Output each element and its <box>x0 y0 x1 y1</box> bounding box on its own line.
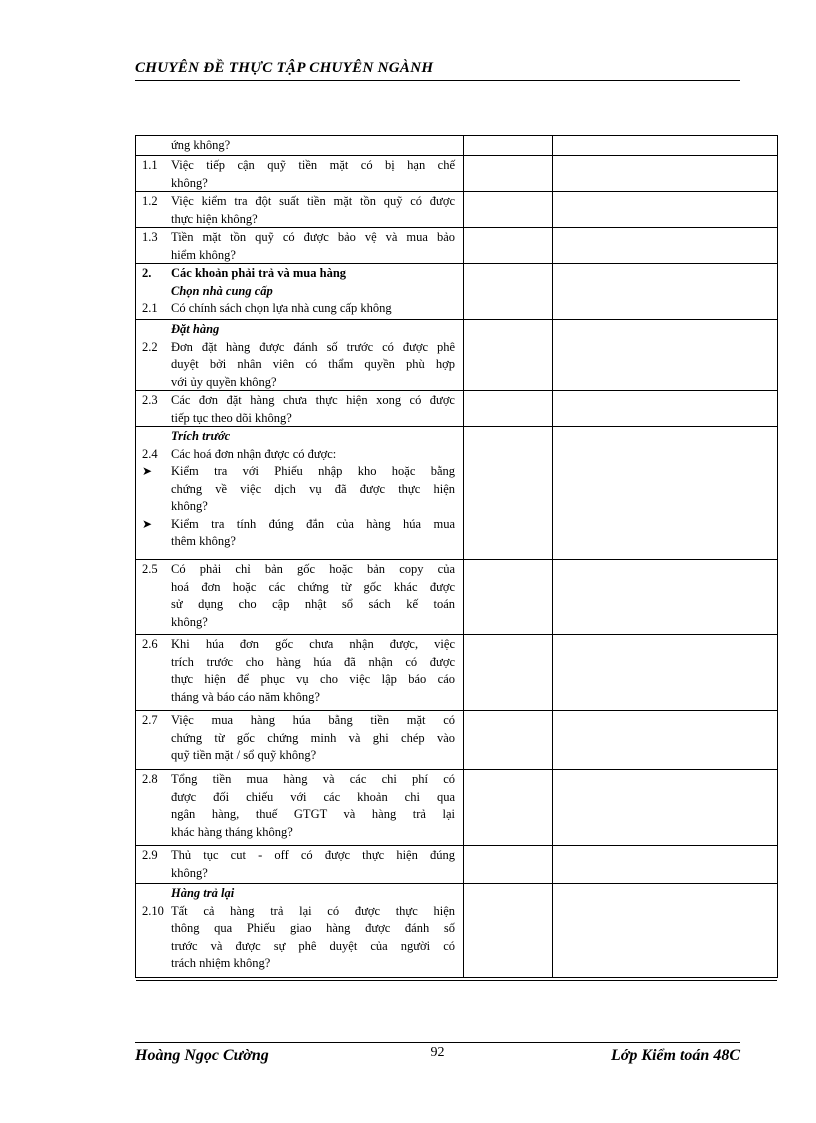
table-row <box>136 634 777 711</box>
item-number <box>136 356 171 374</box>
table-row <box>136 263 777 320</box>
question-cell <box>136 193 461 228</box>
question-line <box>136 137 461 155</box>
section-subheading: Đặt hàng <box>171 322 220 336</box>
question-cell <box>136 561 461 631</box>
question-line <box>136 498 461 516</box>
question-line <box>136 654 461 672</box>
question-line <box>136 446 461 464</box>
item-number <box>136 865 171 883</box>
table-row <box>136 136 777 155</box>
question-text: Việc tiếp cận quỹ tiền mặt có bị hạn chế <box>171 158 455 172</box>
item-number <box>136 498 171 516</box>
arrow-bullet-icon: ➤ <box>142 464 153 478</box>
item-number <box>136 614 171 632</box>
question-line <box>136 636 461 654</box>
question-line <box>136 300 461 318</box>
question-line <box>136 920 461 938</box>
table-row <box>136 227 777 264</box>
item-number <box>136 533 171 551</box>
item-number: 1.1 <box>142 158 158 172</box>
question-line <box>136 747 461 765</box>
question-cell <box>136 712 461 765</box>
question-text: Các hoá đơn nhận được có được: <box>171 446 337 461</box>
question-line <box>136 614 461 632</box>
question-line <box>136 321 461 339</box>
question-text: Khi húa đơn gốc chưa nhận được, việc <box>171 637 455 651</box>
item-number: 2.2 <box>142 339 158 354</box>
item-number <box>136 481 171 499</box>
table-row <box>136 155 777 192</box>
question-line <box>136 938 461 956</box>
question-text: được đối chiếu với các khoản chi qua <box>171 789 455 804</box>
question-line <box>136 229 461 247</box>
item-number: 2.3 <box>142 393 158 407</box>
item-number <box>136 938 171 956</box>
item-number <box>136 689 171 707</box>
item-number: 2.10 <box>142 903 164 918</box>
item-number <box>136 175 171 193</box>
question-text: ngân hàng, thuế GTGT và hàng trả lại <box>171 807 455 821</box>
question-text: chứng từ gốc chứng minh và ghi chép vào <box>171 730 455 745</box>
item-number <box>136 283 171 301</box>
item-number: 2.5 <box>142 562 158 576</box>
item-number <box>136 920 171 938</box>
item-number <box>136 211 171 229</box>
question-text: Tổng tiền mua hàng và các chi phí có <box>171 772 455 786</box>
question-line <box>136 211 461 229</box>
question-cell <box>136 321 461 391</box>
question-line <box>136 561 461 579</box>
question-text: Tiền mặt tồn quỹ có được bảo vệ và mua bảo <box>171 230 455 244</box>
item-number: 2.8 <box>142 772 158 786</box>
question-text: không? <box>171 499 208 513</box>
question-line <box>136 885 461 903</box>
item-number <box>136 654 171 672</box>
footer-author: Hoàng Ngọc Cường <box>135 1047 269 1064</box>
item-number <box>136 806 171 824</box>
question-text: Có phải chỉ bản gốc hoặc bản copy của <box>171 562 455 576</box>
section-heading: Các khoản phải trả và mua hàng <box>171 266 347 280</box>
table-row <box>136 426 777 560</box>
question-line <box>136 516 461 534</box>
item-number: 2.6 <box>142 637 158 651</box>
table-row <box>136 769 777 846</box>
page-number: 92 <box>430 1045 445 1060</box>
item-number <box>136 374 171 392</box>
table-row <box>136 845 777 884</box>
question-cell <box>136 137 461 155</box>
question-line <box>136 392 461 410</box>
question-text: không? <box>171 865 208 880</box>
page-footer <box>135 1042 740 1069</box>
item-number <box>136 885 171 903</box>
table-row <box>136 710 777 770</box>
section-subheading: Chọn nhà cung cấp <box>171 283 273 298</box>
table-row <box>136 883 777 978</box>
item-number <box>136 596 171 614</box>
item-number <box>136 247 171 265</box>
table-row <box>136 559 777 635</box>
item-number <box>136 410 171 428</box>
question-line <box>136 824 461 842</box>
question-line <box>136 771 461 789</box>
item-number <box>136 321 171 339</box>
question-text: Thủ tục cut - off có được thực hiện đúng <box>171 848 455 862</box>
item-number <box>136 671 171 689</box>
item-number <box>136 955 171 973</box>
question-text: Việc mua hàng húa bằng tiền mặt có <box>171 713 455 727</box>
question-line <box>136 463 461 481</box>
item-number: 1.2 <box>142 194 158 208</box>
question-line <box>136 356 461 374</box>
question-text: hiểm không? <box>171 247 236 262</box>
question-line <box>136 481 461 499</box>
question-text: không? <box>171 614 208 629</box>
question-line <box>136 410 461 428</box>
question-line <box>136 730 461 748</box>
question-line <box>136 157 461 175</box>
question-line <box>136 789 461 807</box>
item-number <box>136 579 171 597</box>
question-line <box>136 579 461 597</box>
question-line <box>136 712 461 730</box>
question-cell <box>136 229 461 264</box>
question-line <box>136 374 461 392</box>
question-line <box>136 847 461 865</box>
header-title: CHUYÊN ĐỀ THỰC TẬP CHUYÊN NGÀNH <box>135 60 434 76</box>
question-text: ứng không? <box>171 138 231 152</box>
question-line <box>136 265 461 283</box>
question-line <box>136 903 461 921</box>
question-text: Đơn đặt hàng được đánh số trước có được phê <box>171 339 455 354</box>
table-row <box>136 390 777 427</box>
question-text: tiếp tục theo dõi không? <box>171 410 292 425</box>
question-line <box>136 193 461 211</box>
question-cell <box>136 392 461 427</box>
item-number <box>136 824 171 842</box>
footer-class: Lớp Kiểm toán 48C <box>610 1047 740 1064</box>
question-text: Việc kiểm tra đột suất tiền mặt tồn quỹ có được <box>171 194 455 208</box>
item-number <box>136 789 171 807</box>
item-number: 2.9 <box>142 848 158 862</box>
question-cell <box>136 885 461 973</box>
question-text: Có chính sách chọn lựa nhà cung cấp không <box>171 301 392 315</box>
question-cell <box>136 157 461 192</box>
question-text: tháng và báo cáo năm không? <box>171 689 320 704</box>
question-line <box>136 533 461 551</box>
question-text: thêm không? <box>171 534 236 548</box>
question-text: trước và được sự phê duyệt của người có <box>171 938 455 953</box>
question-text: thực hiện không? <box>171 211 258 226</box>
question-line <box>136 955 461 973</box>
question-text: Kiểm tra tính đúng đắn của hàng húa mua <box>171 516 455 531</box>
item-number <box>136 428 171 446</box>
question-text: thực hiện để phục vụ cho việc lập báo cáo <box>171 672 455 686</box>
question-line <box>136 247 461 265</box>
table-row <box>136 319 777 391</box>
question-text: Tất cả hàng trả lại có được thực hiện <box>171 903 455 918</box>
item-number: 2.1 <box>142 301 158 315</box>
question-text: khác hàng tháng không? <box>171 824 293 839</box>
question-line <box>136 339 461 357</box>
question-text: Kiểm tra với Phiếu nhập kho hoặc bằng <box>171 464 455 478</box>
checklist-table <box>135 135 778 978</box>
item-number: 1.3 <box>142 230 158 244</box>
question-text: hoá đơn hoặc các chứng từ gốc khác được <box>171 579 455 594</box>
question-text: trích trước cho hàng húa đã nhận có được <box>171 654 455 669</box>
question-text: quỹ tiền mặt / sổ quỹ không? <box>171 748 317 762</box>
section-subheading: Trích trước <box>171 429 231 443</box>
item-number: 2.4 <box>142 446 158 461</box>
item-number <box>136 137 171 155</box>
question-cell <box>136 428 461 551</box>
item-number <box>136 747 171 765</box>
question-text: sử dụng cho cập nhật sổ sách kế toán <box>171 597 455 611</box>
page-header <box>135 56 740 81</box>
question-line <box>136 806 461 824</box>
question-line <box>136 689 461 707</box>
question-line <box>136 283 461 301</box>
item-number: 2. <box>142 266 152 280</box>
question-text: chứng về việc dịch vụ đã được thực hiện <box>171 481 455 496</box>
arrow-bullet-icon: ➤ <box>142 516 153 531</box>
item-number <box>136 730 171 748</box>
question-line <box>136 175 461 193</box>
section-subheading: Hàng trả lại <box>171 886 235 900</box>
question-text: không? <box>171 175 208 190</box>
question-cell <box>136 771 461 841</box>
question-text: trách nhiệm không? <box>171 956 271 970</box>
question-line <box>136 596 461 614</box>
question-cell <box>136 636 461 706</box>
question-cell <box>136 265 461 318</box>
question-line <box>136 671 461 689</box>
question-text: với ủy quyền không? <box>171 374 277 389</box>
question-line <box>136 865 461 883</box>
table-row <box>136 191 777 228</box>
question-line <box>136 428 461 446</box>
question-text: Các đơn đặt hàng chưa thực hiện xong có được <box>171 393 455 407</box>
item-number: 2.7 <box>142 713 158 727</box>
question-text: thông qua Phiếu giao hàng được đánh số <box>171 921 455 935</box>
question-text: duyệt bởi nhân viên có thẩm quyền phù hợp <box>171 357 455 371</box>
question-cell <box>136 847 461 882</box>
